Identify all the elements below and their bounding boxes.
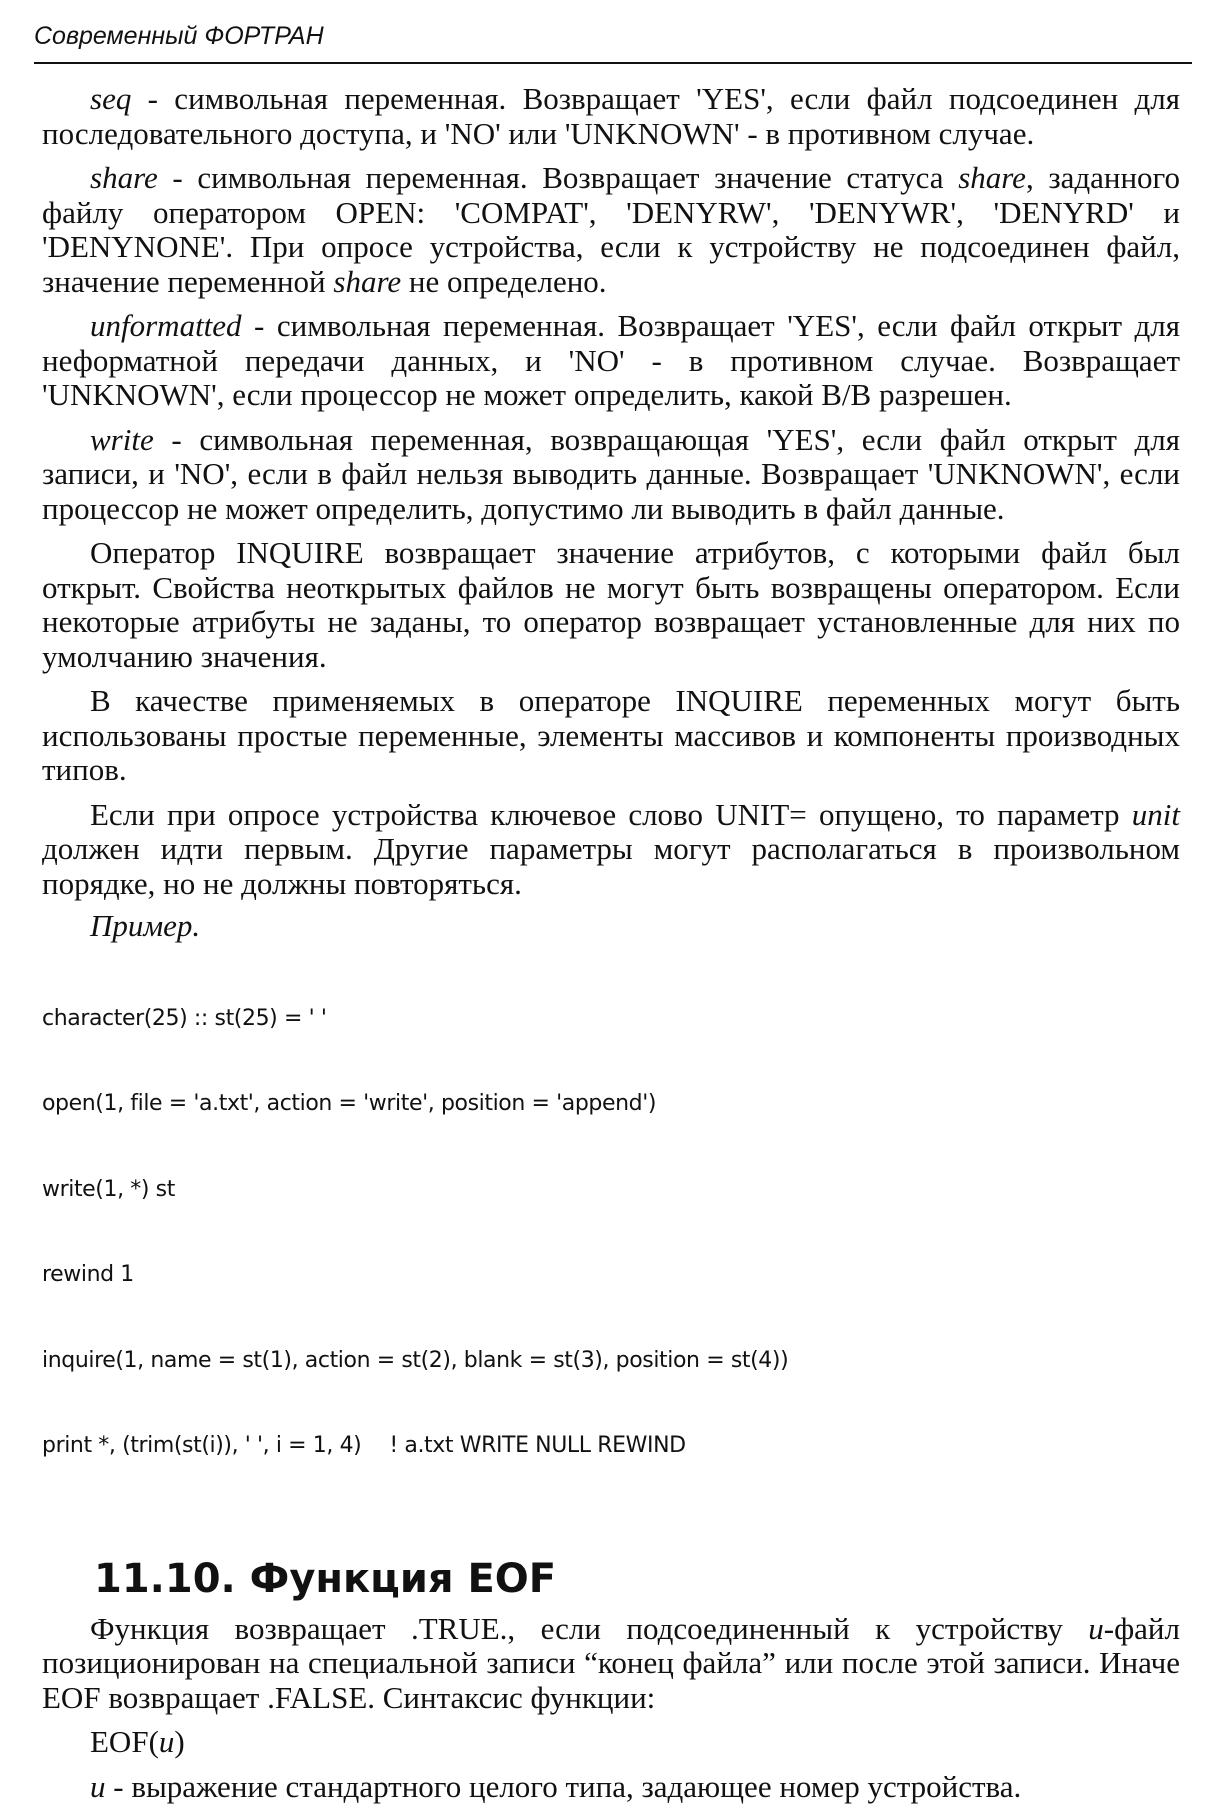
param-description: - символьная переменная. Возвращает 'YES', если файл подсоединен для последовательного доступа, и 'NO' или 'UNKNOWN' - в противном случае. [42,81,1180,151]
param-name: share [90,160,158,195]
param-unformatted [42,309,1180,413]
code-example [42,948,1180,1518]
code-line: rewind 1 [42,1262,134,1287]
param-description: - символьная переменная. Возвращает значение статуса [157,160,959,195]
code-line: print *, (trim(st(i)), ' ', i = 1, 4) [42,1433,362,1458]
code-line: inquire(1, name = st(1), action = st(2), blank = st(3), position = st(4)) [42,1347,789,1373]
inline-term: share [333,263,402,299]
param-seq [42,82,1180,151]
inline-term: u [158,1724,175,1759]
paragraph-inquire-variables: В качестве применяемых в операторе INQUIRE переменных могут быть использованы простые переменные, элементы массивов и компоненты производных типов. [42,683,1180,787]
param-description: - символьная переменная. Возвращает 'YES', если файл открыт для неформатной передачи данных, и 'NO' - в противном случае. Возвращает 'UNKNOWN', если процессор не может определить, какой В/В разрешен. [42,308,1180,412]
param-write [42,423,1180,527]
param-name: seq [90,81,132,116]
inline-term: unit [1131,796,1180,832]
paragraph-eof-intro: Функция возвращает .TRUE., если подсоединенный к устройству u-файл позиционирован на специальной записи “конец файла” или после этой записи. Иначе EOF возвращает .FALSE. Синтаксис функции: [42,1610,1180,1715]
code-line: write(1, *) st [42,1176,175,1202]
param-description: не определено. [401,263,607,299]
example-label: Пример. [90,908,201,943]
code-comment: ! a.txt WRITE NULL REWIND [389,1433,686,1458]
code-line: open(1, file = 'a.txt', action = 'write', position = 'append') [42,1091,657,1116]
code-line: character(25) :: st(25) = ' ' [42,1005,327,1031]
header-rule [34,62,1192,64]
paragraph-inquire-attributes: Оператор INQUIRE возвращает значение атрибутов, с которыми файл был открыт. Свойства неоткрытых файлов не могут быть возвращены оператором. Если некоторые атрибуты не заданы, то оператор возвращает установленные для них по умолчанию значения. [42,535,1180,674]
param-description: - выражение стандартного целого типа, задающее номер устройства. [105,1768,1022,1804]
inline-term: share [958,160,1026,195]
inline-term: u [1088,1610,1104,1646]
param-u [42,1770,1180,1805]
param-name: unformatted [90,308,242,343]
eof-syntax: EOF(u) [90,1724,185,1759]
running-title: Современный ФОРТРАН [34,22,324,50]
paragraph-unit-keyword: Если при опросе устройства ключевое слово UNIT= опущено, то параметр unit должен идти первым. Другие параметры могут располагаться в произвольном порядке, но не должны повторяться. [42,796,1180,901]
param-name: u [90,1768,106,1804]
param-description: , заданного файлу оператором OPEN: 'COMPAT', 'DENYRW', 'DENYWR', 'DENYRD' и 'DENYNONE'. При опросе устройства, если к устройству не подсоединен файл, значение переменной [42,160,1180,299]
section-heading: 11.10. Функция EOF [94,1555,557,1602]
param-description: - символьная переменная, возвращающая 'YES', если файл открыт для записи, и 'NO', если в файл нельзя выводить данные. Возвращает 'UNKNOWN', если процессор не может определить, допустимо ли выводить в файл данные. [42,421,1180,526]
page-body [42,82,1180,1814]
code-line-with-comment [42,1432,1180,1461]
param-name: write [90,421,154,457]
param-share [42,161,1180,299]
